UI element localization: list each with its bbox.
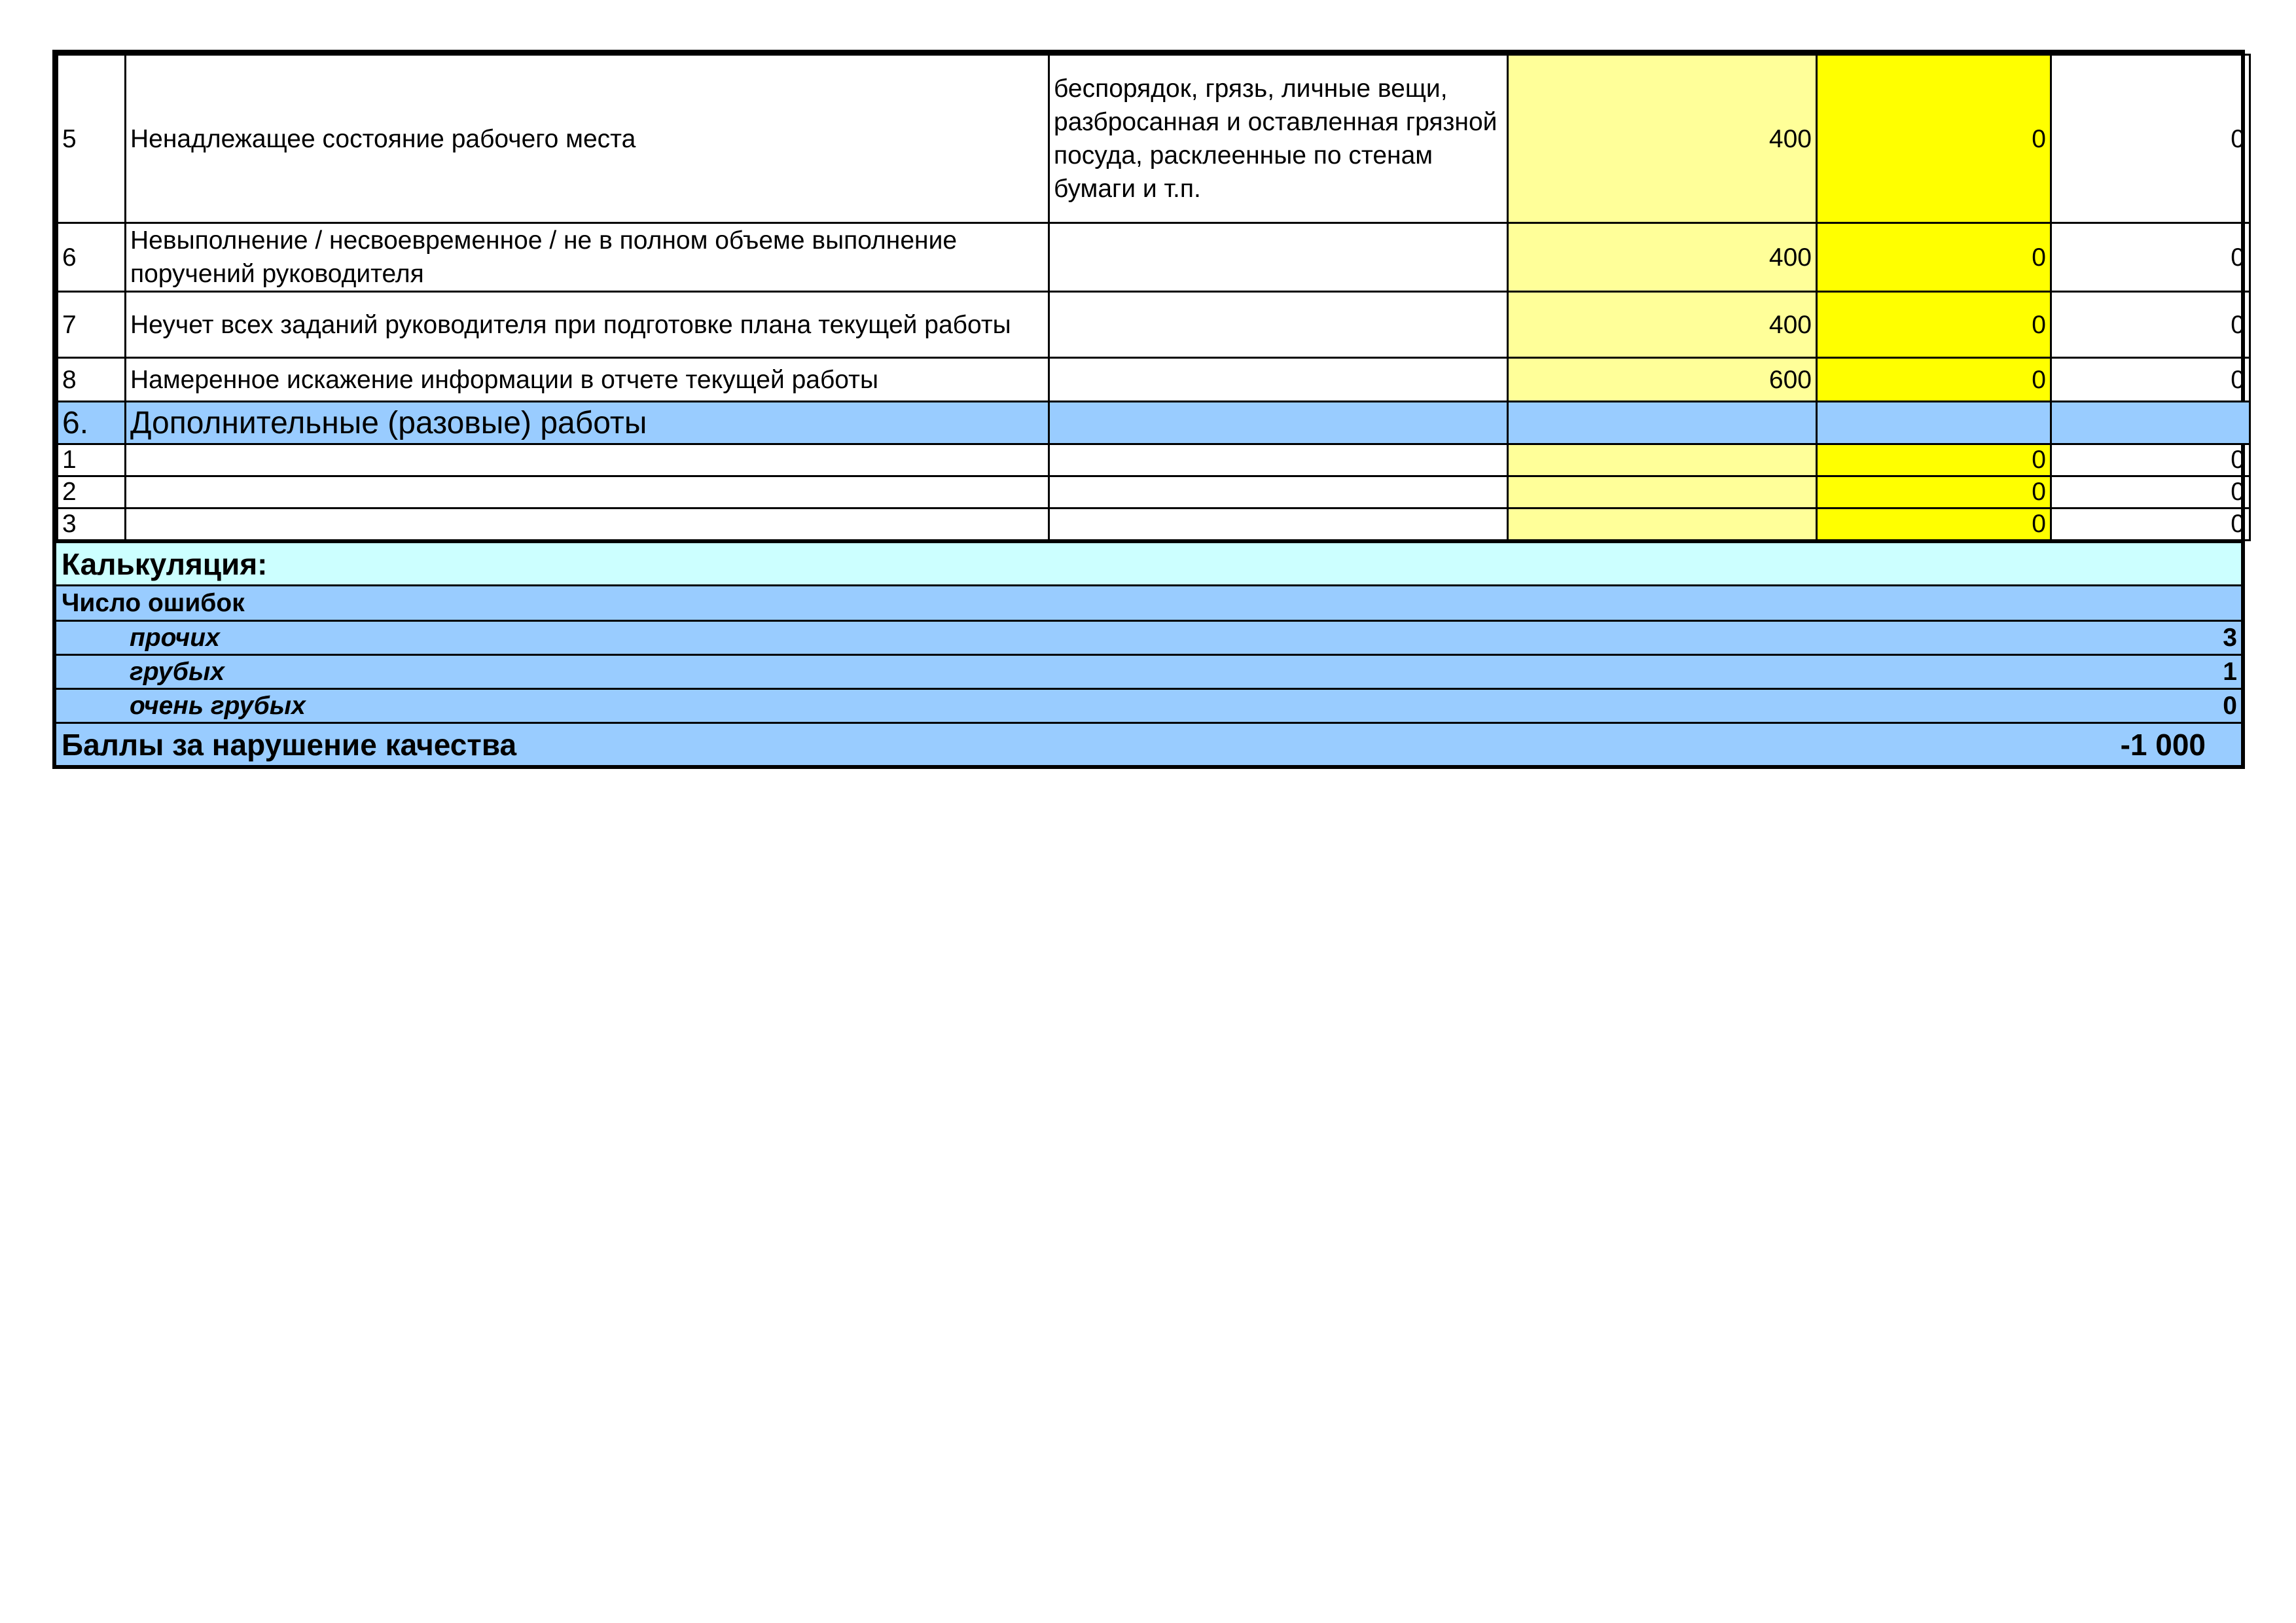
error-count-row bbox=[56, 688, 2241, 722]
table-row bbox=[58, 55, 2250, 223]
count-cell[interactable]: 0 bbox=[1817, 223, 2051, 292]
section-cell bbox=[2051, 402, 2250, 444]
rate-cell[interactable]: 400 bbox=[1508, 292, 1817, 358]
section-title: Дополнительные (разовые) работы bbox=[126, 402, 1049, 444]
row-number: 1 bbox=[58, 444, 126, 476]
error-count-value: 1 bbox=[2223, 658, 2237, 686]
total-label: Баллы за нарушение качества bbox=[62, 728, 517, 762]
count-cell[interactable]: 0 bbox=[1817, 358, 2051, 402]
count-cell[interactable]: 0 bbox=[1817, 476, 2051, 508]
total-value: -1 000 bbox=[2120, 728, 2206, 762]
row-number: 7 bbox=[58, 292, 126, 358]
quality-penalty-total-row bbox=[56, 722, 2241, 765]
violation-description bbox=[1049, 292, 1508, 358]
violation-name: Невыполнение / несвоевременное / не в полном объеме выполнение поручений руководителя bbox=[126, 223, 1049, 292]
row-number: 5 bbox=[58, 55, 126, 223]
violation-name: Намеренное искажение информации в отчете текущей работы bbox=[126, 358, 1049, 402]
total-cell: 0 bbox=[2051, 358, 2250, 402]
violation-name[interactable] bbox=[126, 508, 1049, 541]
section-cell bbox=[1049, 402, 1508, 444]
violation-name: Ненадлежащее состояние рабочего места bbox=[126, 55, 1049, 223]
violation-description[interactable] bbox=[1049, 444, 1508, 476]
violations-table bbox=[56, 54, 2251, 541]
table-row bbox=[58, 508, 2250, 541]
violation-description[interactable] bbox=[1049, 508, 1508, 541]
rate-cell[interactable] bbox=[1508, 444, 1817, 476]
total-cell: 0 bbox=[2051, 223, 2250, 292]
row-number: 6 bbox=[58, 223, 126, 292]
error-type-label: очень грубых bbox=[130, 692, 306, 720]
count-cell[interactable]: 0 bbox=[1817, 55, 2051, 223]
violation-description: беспорядок, грязь, личные вещи, разбросанная и оставленная грязной посуда, расклеенные по стенам бумаги и т.п. bbox=[1049, 55, 1508, 223]
table-row bbox=[58, 444, 2250, 476]
count-cell[interactable]: 0 bbox=[1817, 292, 2051, 358]
table-row bbox=[58, 223, 2250, 292]
violation-name[interactable] bbox=[126, 444, 1049, 476]
section-cell bbox=[1817, 402, 2051, 444]
count-cell[interactable]: 0 bbox=[1817, 444, 2051, 476]
section-number: 6. bbox=[58, 402, 126, 444]
violation-name: Неучет всех заданий руководителя при подготовке плана текущей работы bbox=[126, 292, 1049, 358]
rate-cell[interactable]: 400 bbox=[1508, 55, 1817, 223]
table-row bbox=[58, 292, 2250, 358]
table-row bbox=[58, 476, 2250, 508]
rate-cell[interactable]: 600 bbox=[1508, 358, 1817, 402]
error-count-row bbox=[56, 620, 2241, 654]
row-number: 2 bbox=[58, 476, 126, 508]
error-type-label: грубых bbox=[130, 658, 224, 686]
total-cell: 0 bbox=[2051, 444, 2250, 476]
violation-description[interactable] bbox=[1049, 476, 1508, 508]
quality-violations-sheet bbox=[52, 50, 2245, 769]
total-cell: 0 bbox=[2051, 508, 2250, 541]
count-cell[interactable]: 0 bbox=[1817, 508, 2051, 541]
row-number: 8 bbox=[58, 358, 126, 402]
error-count-value: 3 bbox=[2223, 624, 2237, 652]
total-cell: 0 bbox=[2051, 292, 2250, 358]
error-count-value: 0 bbox=[2223, 692, 2237, 720]
rate-cell[interactable] bbox=[1508, 476, 1817, 508]
total-cell: 0 bbox=[2051, 476, 2250, 508]
section-header-row bbox=[58, 402, 2250, 444]
error-type-label: прочих bbox=[130, 624, 220, 652]
violation-name[interactable] bbox=[126, 476, 1049, 508]
error-count-row bbox=[56, 654, 2241, 688]
row-number: 3 bbox=[58, 508, 126, 541]
table-row bbox=[58, 358, 2250, 402]
violation-description bbox=[1049, 223, 1508, 292]
rate-cell[interactable] bbox=[1508, 508, 1817, 541]
error-count-heading: Число ошибок bbox=[56, 584, 2241, 620]
rate-cell[interactable]: 400 bbox=[1508, 223, 1817, 292]
total-cell: 0 bbox=[2051, 55, 2250, 223]
calculation-heading: Калькуляция: bbox=[56, 541, 2241, 584]
section-cell bbox=[1508, 402, 1817, 444]
violation-description bbox=[1049, 358, 1508, 402]
